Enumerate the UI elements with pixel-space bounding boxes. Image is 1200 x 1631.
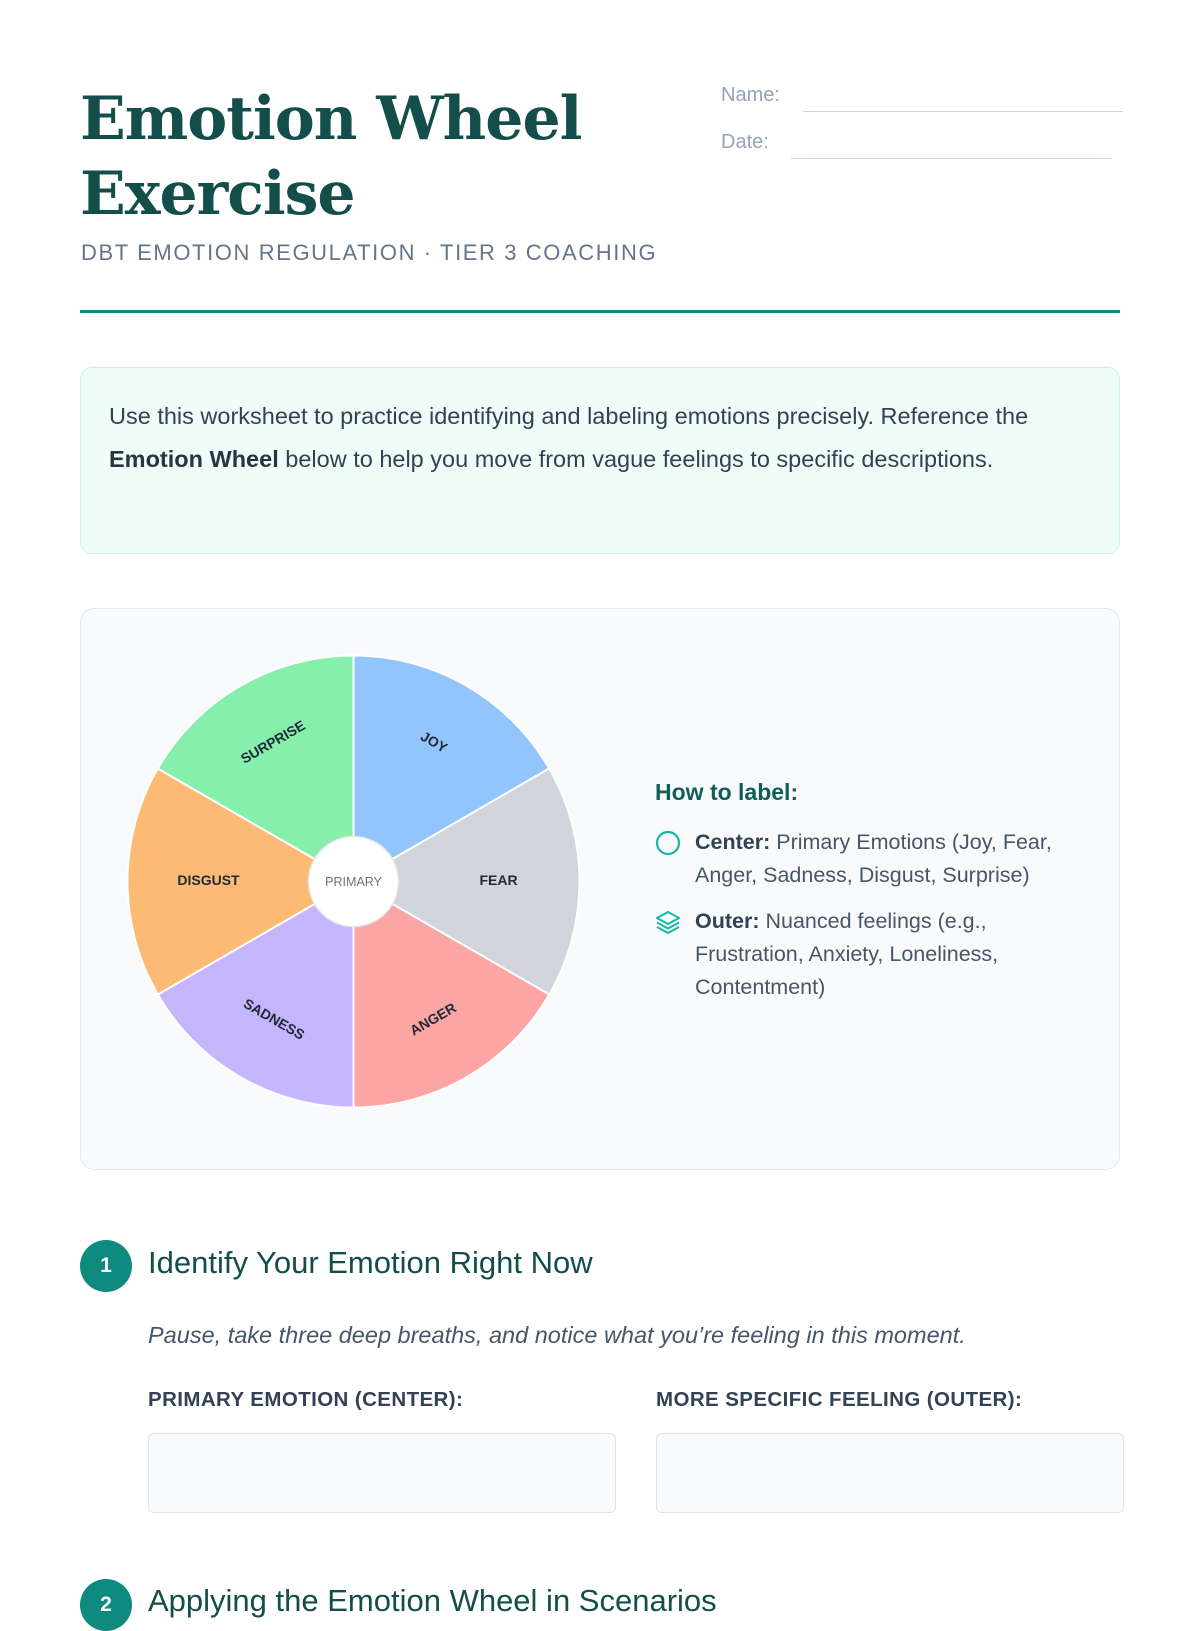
specific-feeling-input[interactable] [656,1433,1124,1513]
primary-emotion-input[interactable] [148,1433,616,1513]
wheel-label-disgust: DISGUST [177,872,240,889]
date-field[interactable] [791,158,1112,159]
wheel-label-fear: FEAR [479,872,518,889]
legend-text-outer: Nuanced feelings (e.g., Frustration, Anxiety, Loneliness, Contentment) [695,909,999,999]
legend-text-center: Primary Emotions (Joy, Fear, Anger, Sadness, Disgust, Surprise) [695,830,1052,887]
intro-text-start: Use this worksheet to practice identifying and labeling emotions precisely. Reference the [109,403,1029,429]
step-description: Pause, take three deep breaths, and notice what you’re feeling in this moment. [148,1322,966,1348]
layers-icon [655,909,681,935]
intro-text-bold: Emotion Wheel [109,446,279,472]
circle-outline-icon [655,830,681,856]
page-subtitle: DBT EMOTION REGULATION · TIER 3 COACHING [81,240,658,265]
page-title: Emotion Wheel Exercise [80,84,582,229]
intro-text-end: below to help you move from vague feelings to specific descriptions. [278,446,994,472]
wheel-label-surprise: SURPRISE [237,716,308,767]
step-number-badge: 1 [80,1240,132,1292]
wheel-center-label: PRIMARY [325,874,382,889]
step-number-badge: 2 [80,1579,132,1631]
emotion-wheel [126,654,581,1109]
legend-term-outer: Outer: [695,909,760,933]
legend [655,779,1095,1017]
intro-callout [80,367,1120,554]
name-field[interactable] [803,111,1123,112]
wheel-label-joy: JOY [418,727,451,756]
wheel-label-sadness: SADNESS [240,995,308,1043]
legend-item-outer [655,905,1095,1004]
step-title: Identify Your Emotion Right Now [148,1245,593,1280]
legend-item-center [655,826,1095,892]
date-label: Date: [721,131,769,153]
legend-term-center: Center: [695,830,771,854]
step-title: Applying the Emotion Wheel in Scenarios [148,1583,717,1618]
emotion-wheel-card [80,608,1120,1170]
primary-emotion-label: PRIMARY EMOTION (CENTER): [148,1388,464,1411]
name-label: Name: [721,84,780,106]
wheel-label-anger: ANGER [406,999,459,1039]
header-divider [80,310,1120,313]
legend-title: How to label: [655,779,799,805]
specific-feeling-label: MORE SPECIFIC FEELING (OUTER): [656,1388,1023,1411]
